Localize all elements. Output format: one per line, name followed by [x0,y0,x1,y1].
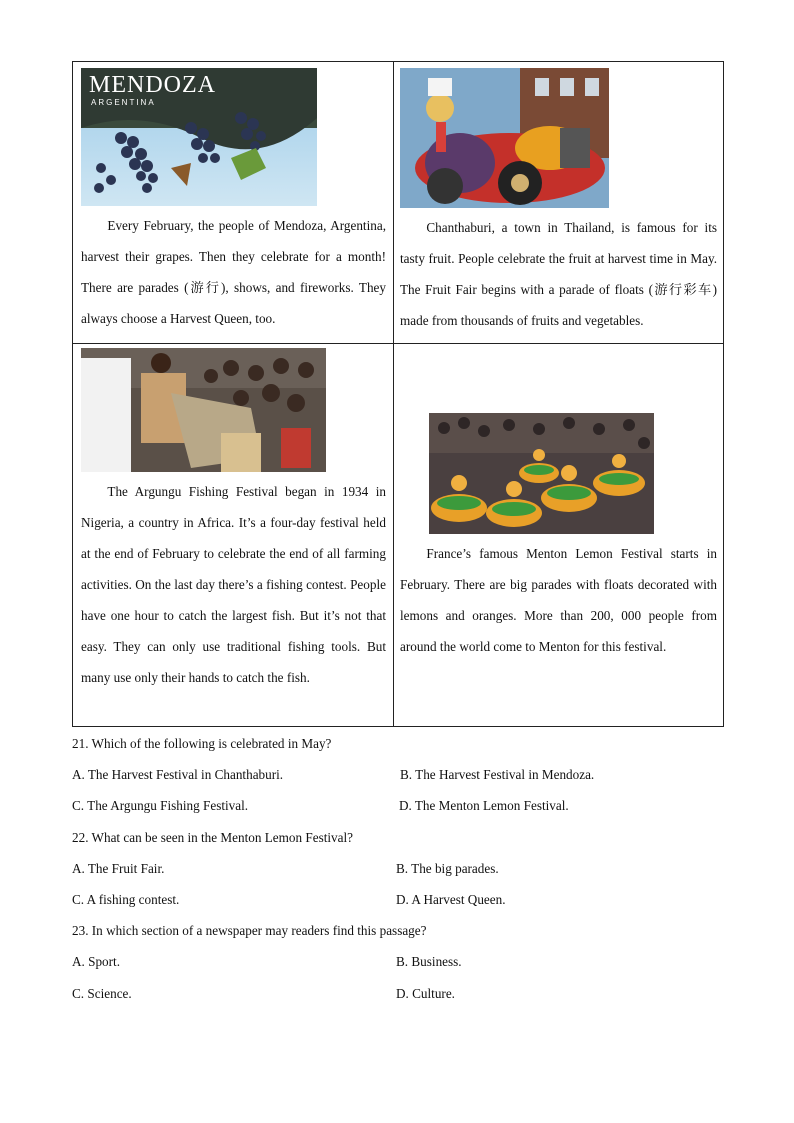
q21-option-d: D. The Menton Lemon Festival. [399,798,569,813]
menton-paragraph: France’s famous Menton Lemon Festival starts in February. There are big parades with floats decorated with lemons and oranges. More than 200, 000 people from around the world come to Menton for this festival. [400,546,717,654]
q23-option-b: B. Business. [396,954,462,969]
q21-option-c: C. The Argungu Fishing Festival. [72,798,249,813]
fishing-festival-image [81,348,326,472]
mendoza-paragraph: Every February, the people of Mendoza, Argentina, harvest their grapes. Then they celebrate for a month! There are parades (游行), shows, and fireworks. They always choose a Harvest Queen, too. [81,218,386,326]
cell-menton [400,348,717,662]
chanthaburi-paragraph: Chanthaburi, a town in Thailand, is famous for its tasty fruit. People celebrate the fruit at harvest time in May. The Fruit Fair begins with a parade of floats (游行彩车) made from thousands of fruits and vegetables. [400,220,717,328]
table-divider-vertical [393,62,394,726]
table-divider-horizontal [73,343,723,344]
q22-option-a: A. The Fruit Fair. [72,861,165,876]
q23-option-d: D. Culture. [396,986,455,1001]
question-23: 23. In which section of a newspaper may readers find this passage? [72,923,427,938]
question-22: 22. What can be seen in the Menton Lemon Festival? [72,830,354,845]
image-title-mendoza: MENDOZA [89,72,216,98]
mendoza-grapes-image [81,68,317,206]
fruit-float-image [400,68,609,208]
q22-option-b: B. The big parades. [396,861,499,876]
q21-option-a: A. The Harvest Festival in Chanthaburi. [72,767,284,782]
q21-option-b: B. The Harvest Festival in Mendoza. [400,767,595,782]
question-21: 21. Which of the following is celebrated in May? [72,736,332,751]
argungu-paragraph: The Argungu Fishing Festival began in 1934 in Nigeria, a country in Africa. It’s a four-day festival held at the end of February to celebrate the end of all farming activities. On the last day there’s a fishing contest. People have one hour to catch the largest fish. But it’s not that easy. They can only use traditional fishing tools. But many use only their hands to catch the fish. [81,484,386,685]
cell-mendoza [81,68,386,334]
cell-argungu [81,348,386,693]
cell-chanthaburi [400,68,717,336]
lemon-festival-image [429,413,654,534]
q23-option-a: A. Sport. [72,954,120,969]
festival-table [72,61,724,727]
q23-option-c: C. Science. [72,986,132,1001]
q22-option-c: C. A fishing contest. [72,892,180,907]
q22-option-d: D. A Harvest Queen. [396,892,506,907]
image-subtitle-argentina: ARGENTINA [91,98,156,107]
